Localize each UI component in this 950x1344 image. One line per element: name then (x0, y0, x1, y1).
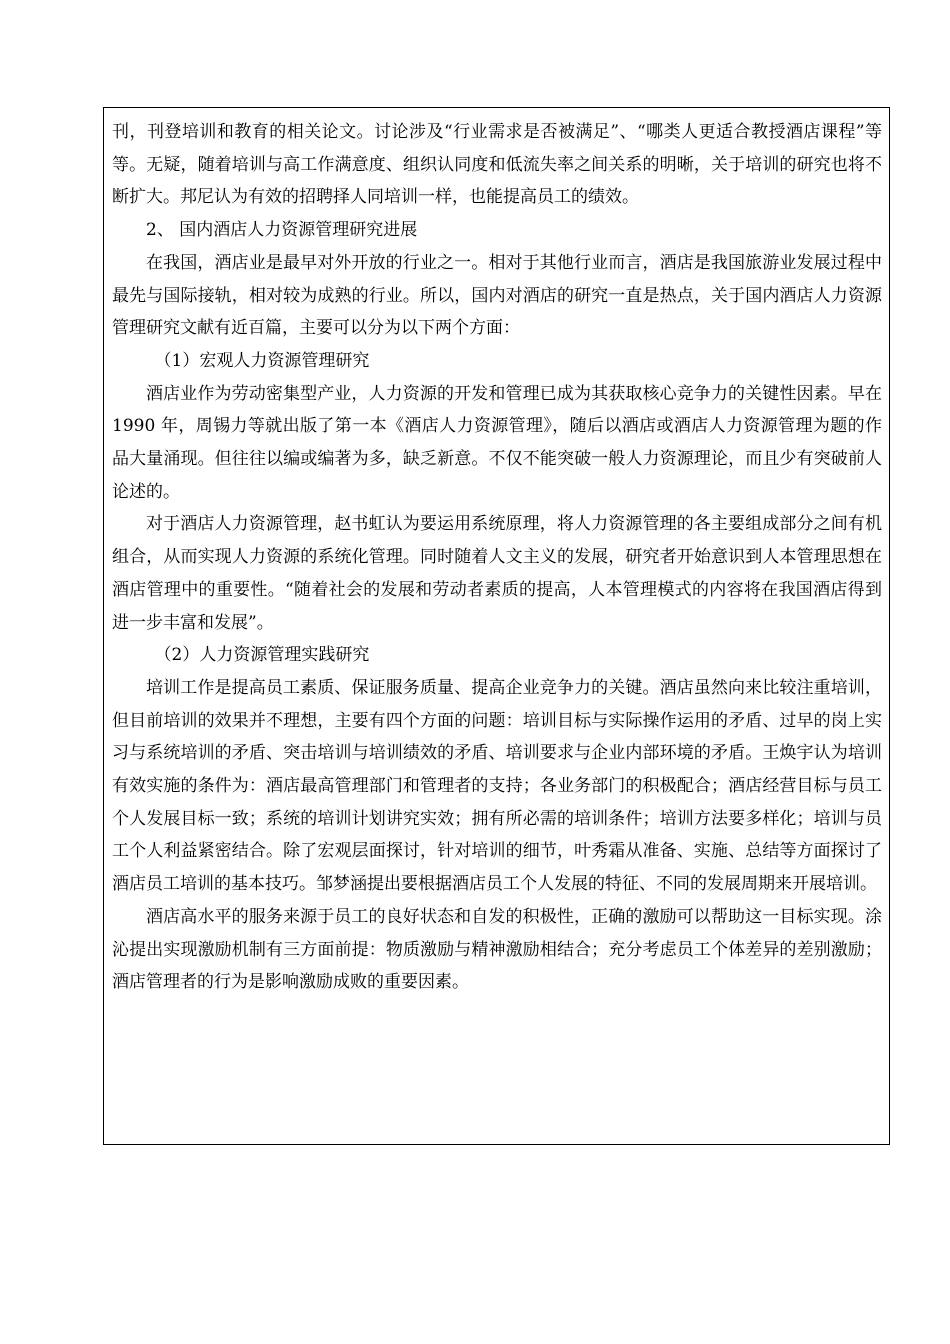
paragraph-macro-hr-2: 对于酒店人力资源管理，赵书虹认为要运用系统原理，将人力资源管理的各主要组成部分之间有机组合，从而实现人力资源的系统化管理。同时随着人文主义的发展，研究者开始意识到人本管理思想在酒店管理中的重要性。“随着社会的发展和劳动者素质的提高，人本管理模式的内容将在我国酒店得到进一步丰富和发展”。 (112, 514, 882, 633)
paragraph-training: 培训工作是提高员工素质、保证服务质量、提高企业竞争力的关键。酒店虽然向来比较注重培训，但目前培训的效果并不理想，主要有四个方面的问题：培训目标与实际操作运用的矛盾、过早的岗上实习与系统培训的矛盾、突击培训与培训绩效的矛盾、培训要求与企业内部环境的矛盾。王焕宇认为培训有效实施的条件为：酒店最高管理部门和管理者的支持；各业务部门的积极配合；酒店经营目标与员工个人发展目标一致；系统的培训计划讲究实效；拥有所必需的培训条件；培训方法要多样化；培训与员工个人利益紧密结合。除了宏观层面探讨，针对培训的细节，叶秀霜从准备、实施、总结等方面探讨了酒店员工培训的基本技巧。邹梦涵提出要根据酒店员工个人发展的特征、不同的发展周期来开展培训。 (112, 677, 882, 895)
document-frame (103, 107, 890, 1145)
paragraph-domestic-overview: 在我国，酒店业是最早对外开放的行业之一。相对于其他行业而言，酒店是我国旅游业发展过程中最先与国际接轨，相对较为成熟的行业。所以，国内对酒店的研究一直是热点，关于国内酒店人力资源管理研究文献有近百篇，主要可以分为以下两个方面： (112, 252, 882, 339)
subheading-macro-hr-research: （1）宏观人力资源管理研究 (154, 350, 370, 371)
paragraph-motivation: 酒店高水平的服务来源于员工的良好状态和自发的积极性，正确的激励可以帮助这一目标实现。涂沁提出实现激励机制有三方面前提：物质激励与精神激励相结合；充分考虑员工个体差异的差别激励；酒店管理者的行为是影响激励成败的重要因素。 (112, 906, 882, 993)
paragraph-macro-hr-1: 酒店业作为劳动密集型产业，人力资源的开发和管理已成为其获取核心竞争力的关键性因素。早在 1990 年，周锡力等就出版了第一本《酒店人力资源管理》，随后以酒店或酒店人力资源管理为题的作品大量涌现。但往往以编或编著为多，缺乏新意。不仅不能突破一般人力资源理论，而且少有突破前人论述的。 (112, 383, 882, 502)
paragraph-continuation: 刊，刊登培训和教育的相关论文。讨论涉及“行业需求是否被满足”、“哪类人更适合教授酒店课程”等等。无疑，随着培训与高工作满意度、组织认同度和低流失率之间关系的明晰，关于培训的研究也将不断扩大。邦尼认为有效的招聘择人同培训一样，也能提高员工的绩效。 (112, 122, 882, 208)
subheading-hr-practice-research: （2）人力资源管理实践研究 (154, 645, 370, 666)
section-heading-domestic-research: 2、 国内酒店人力资源管理研究进展 (146, 220, 418, 241)
